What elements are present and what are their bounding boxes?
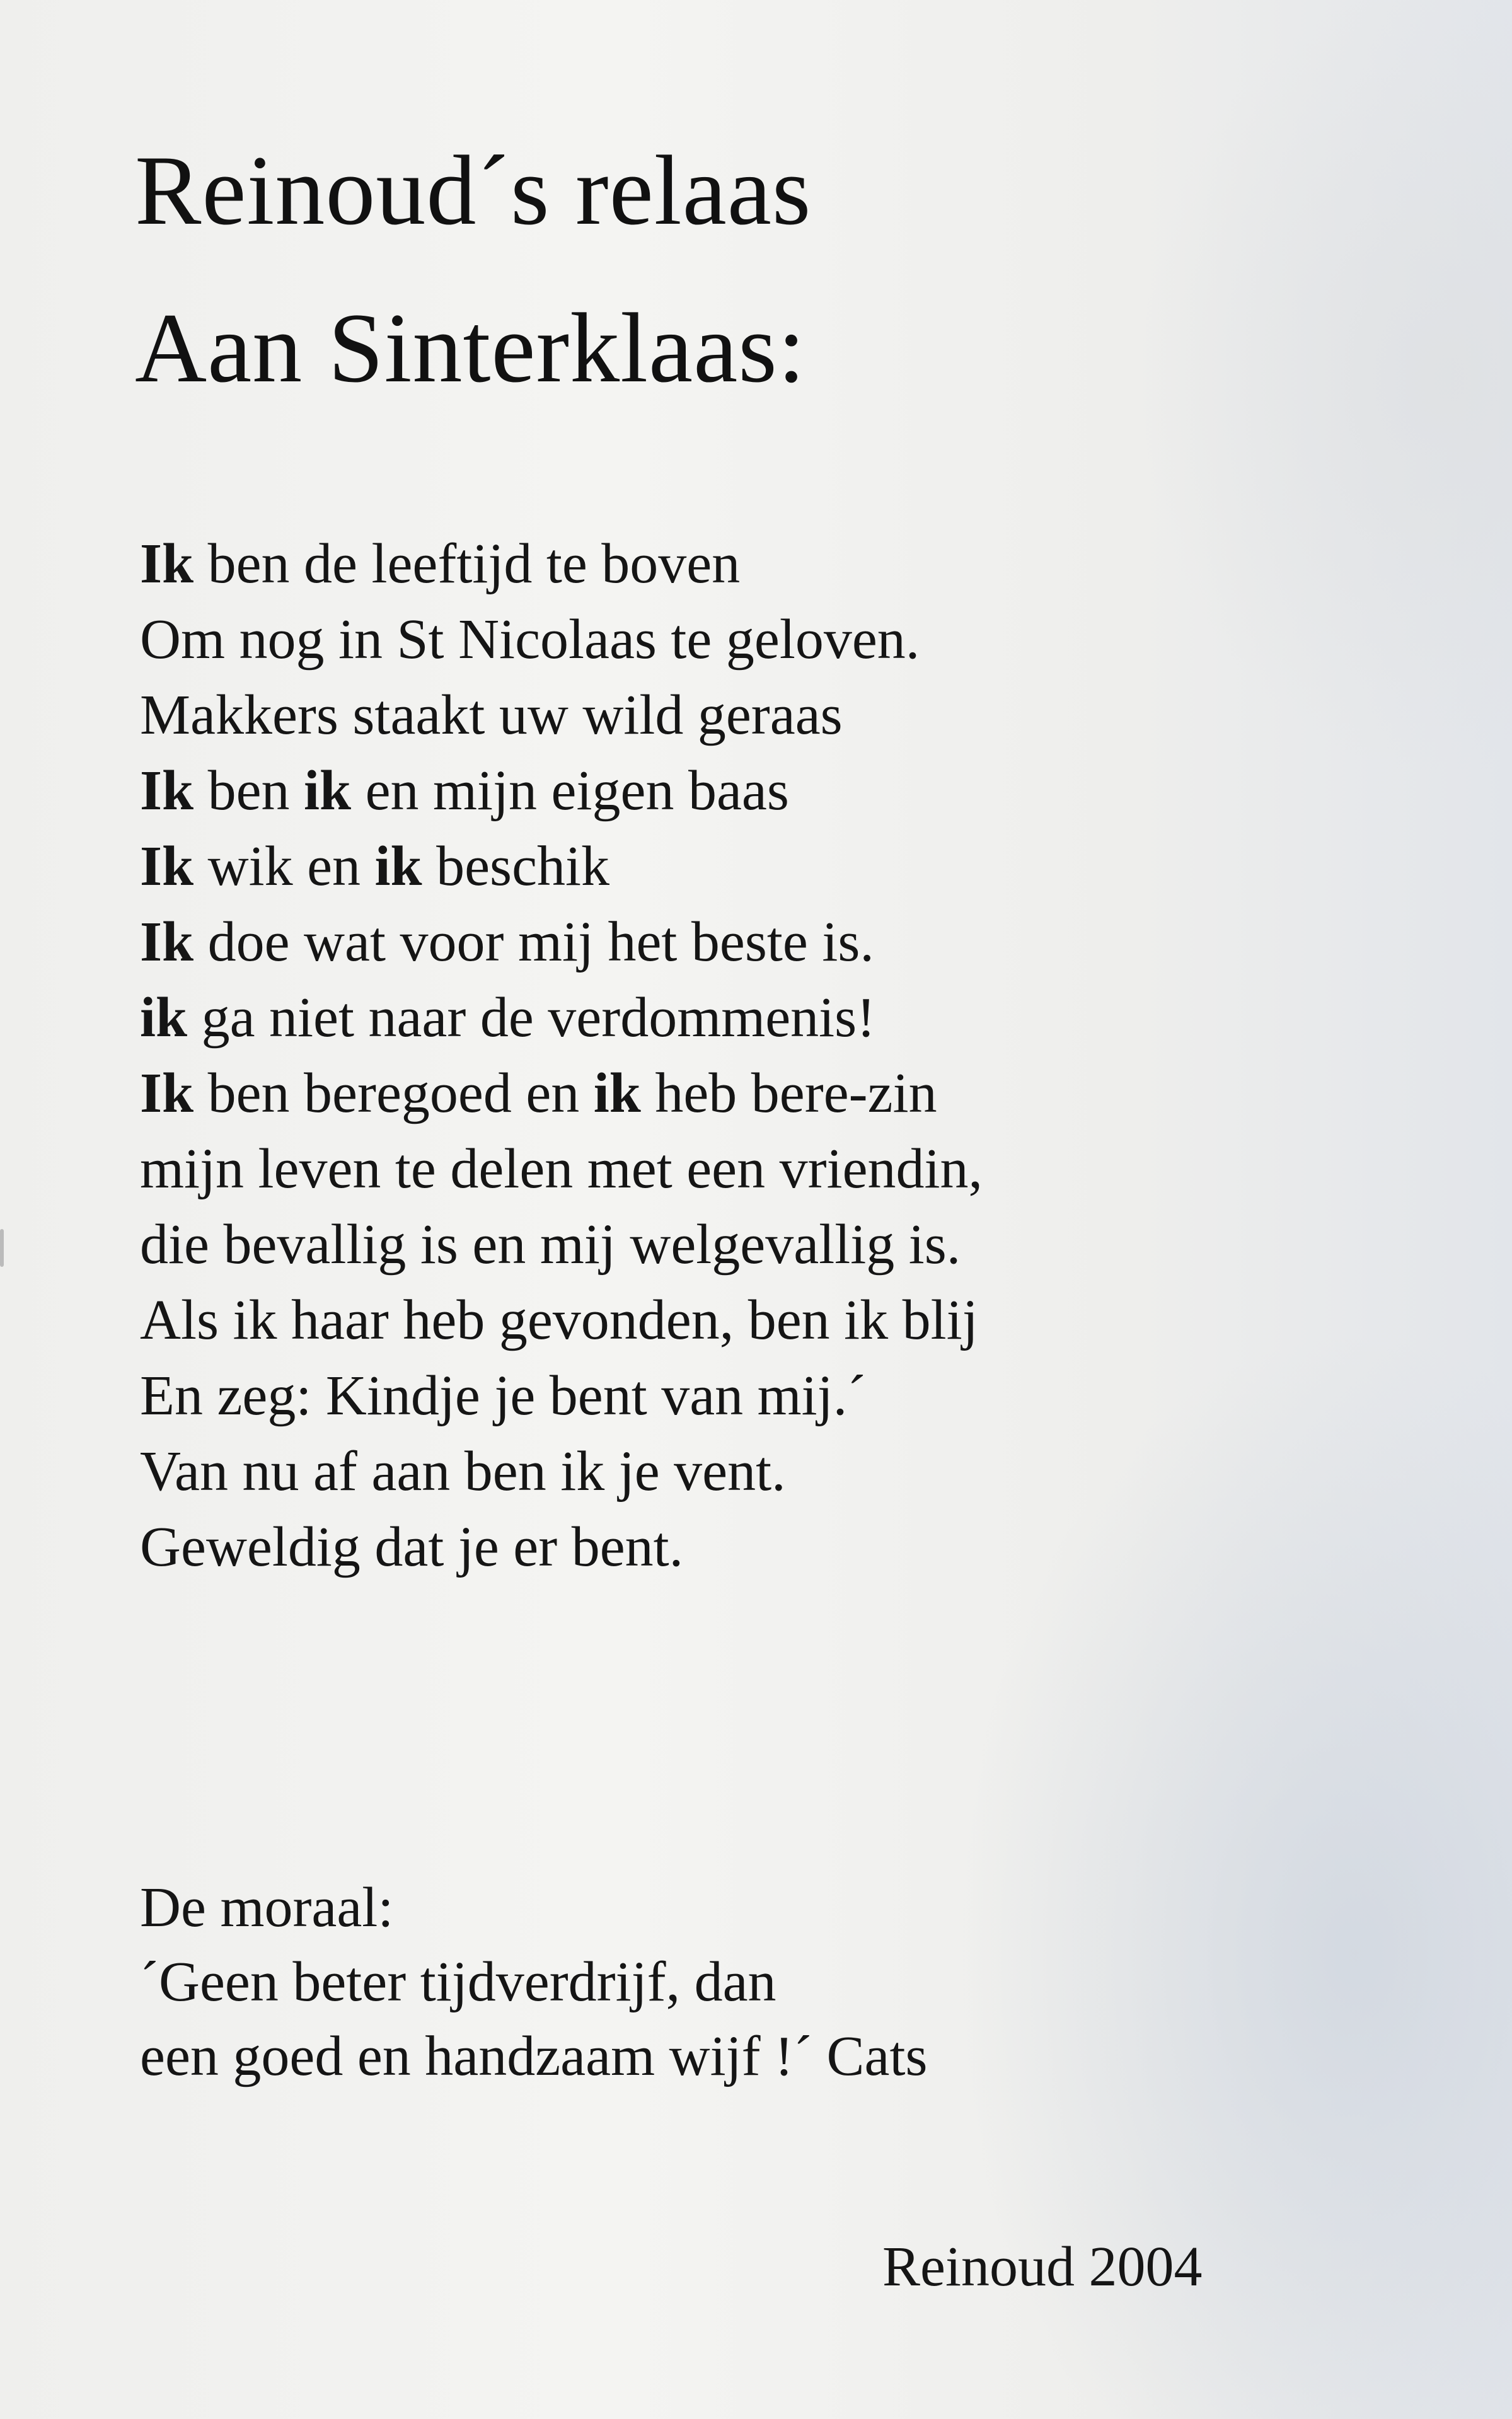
poem-line: Ik doe wat voor mij het beste is. [140,911,874,973]
moral-heading: De moraal: [140,1876,394,1939]
poem-line: Ik ben beregoed en ik heb bere-zin [140,1062,937,1124]
poem-line: mijn leven te delen met een vriendin, [140,1138,983,1200]
poem-line: Om nog in St Nicolaas te geloven. [140,608,920,671]
poem-line: Ik ben ik en mijn eigen baas [140,759,789,822]
poem-line: ik ga niet naar de verdommenis! [140,986,876,1049]
moral-line-1: ´Geen beter tijdverdrijf, dan [140,1951,776,2013]
moral-section [140,1871,928,2094]
poem-line: En zeg: Kindje je bent van mij.´ [140,1365,867,1427]
moral-line-2: een goed en handzaam wijf !´ Cats [140,2025,928,2087]
poem-line: die bevallig is en mij welgevallig is. [140,1213,961,1276]
poem-title [135,112,811,427]
poem-line: Van nu af aan ben ik je vent. [140,1440,786,1503]
poem-stanza [140,526,983,1585]
poem-line: Ik wik en ik beschik [140,835,610,898]
title-line-1: Reinoud´s relaas [135,136,812,246]
title-line-2: Aan Sinterklaas: [135,293,806,403]
poem-line: Als ik haar heb gevonden, ben ik blij [140,1289,978,1351]
poem-line: Ik ben de leeftijd te boven [140,533,741,595]
signature: Reinoud 2004 [882,2236,1203,2298]
page-edge-mark [0,1229,4,1267]
poem-line: Makkers staakt uw wild geraas [140,684,843,746]
poem-line: Geweldig dat je er bent. [140,1516,684,1578]
